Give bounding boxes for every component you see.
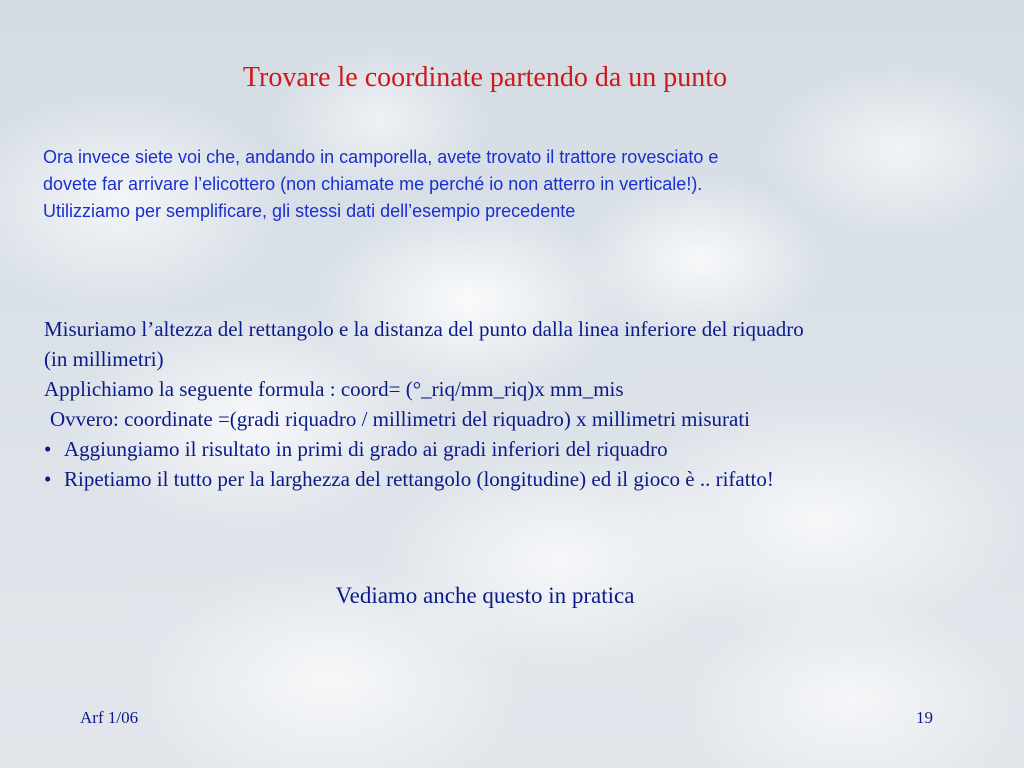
intro-line: dovete far arrivare l’elicottero (non chiamate me perché io non atterro in verticale!). xyxy=(43,174,703,194)
body-text xyxy=(44,314,1004,494)
bullet-icon: • xyxy=(44,467,52,491)
bullet-text: Aggiungiamo il risultato in primi di grado ai gradi inferiori del riquadro xyxy=(64,437,668,461)
bullet-icon: • xyxy=(44,437,52,461)
body-line: Misuriamo l’altezza del rettangolo e la distanza del punto dalla linea inferiore del riquadro xyxy=(44,317,804,341)
slide-title: Trovare le coordinate partendo da un punto xyxy=(242,62,728,93)
formula-explanation: Ovvero: coordinate =(gradi riquadro / millimetri del riquadro) x millimetri misurati xyxy=(50,407,750,431)
closing-text: Vediamo anche questo in pratica xyxy=(335,583,635,608)
bullet-item xyxy=(44,434,1004,464)
page-number: 19 xyxy=(916,708,933,727)
intro-paragraph xyxy=(43,144,943,225)
bullet-text: Ripetiamo il tutto per la larghezza del rettangolo (longitudine) ed il gioco è .. rifatto! xyxy=(64,467,774,491)
formula-line: Applichiamo la seguente formula : coord= (°_riq/mm_riq)x mm_mis xyxy=(44,377,624,401)
bullet-item xyxy=(44,464,1004,494)
intro-line: Utilizziamo per semplificare, gli stessi dati dell’esempio precedente xyxy=(43,201,576,221)
body-line: (in millimetri) xyxy=(44,347,164,371)
footer-label: Arf 1/06 xyxy=(80,708,139,727)
intro-line: Ora invece siete voi che, andando in camporella, avete trovato il trattore rovesciato e xyxy=(43,147,719,167)
